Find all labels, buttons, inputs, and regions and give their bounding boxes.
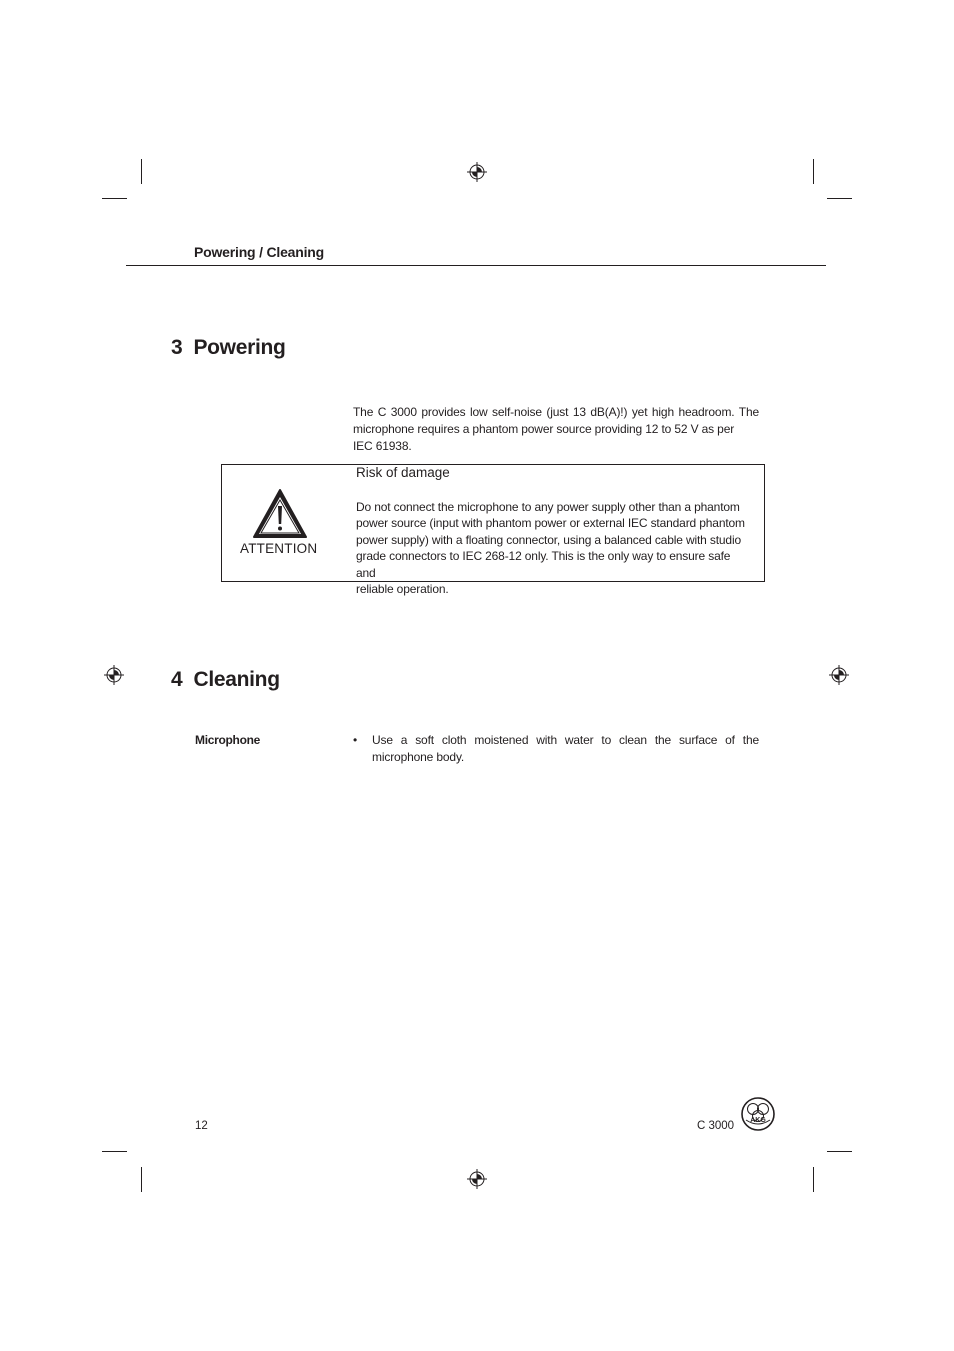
text-line: grade connectors to IEC 268-12 only. This is the only way to ensure safe and: [356, 549, 731, 580]
text-line: microphone requires a phantom power source providing 12 to 52 V as per: [353, 422, 735, 436]
registration-mark-icon: [829, 665, 849, 685]
running-header: Powering / Cleaning: [194, 244, 324, 260]
cleaning-side-label: Microphone: [195, 733, 260, 747]
registration-mark-icon: [467, 1169, 487, 1189]
registration-mark-icon: [467, 162, 487, 182]
bullet-item: [372, 732, 759, 766]
bullet-symbol: •: [353, 733, 358, 747]
text-line: power supply) with a floating connector, using a balanced cable with studio: [356, 532, 741, 547]
crop-mark-top-left-v: [141, 159, 142, 184]
section-heading-cleaning: 4 Cleaning: [171, 668, 280, 691]
text-line: IEC 61938.: [353, 439, 412, 453]
crop-mark-bottom-right-h: [827, 1151, 852, 1152]
header-rule: [126, 265, 826, 266]
warning-triangle-icon: [251, 487, 309, 540]
text-line: The C 3000 provides low self-noise (just 13 dB(A)!) yet high headroom. The: [353, 405, 759, 419]
powering-intro: [353, 404, 759, 455]
crop-mark-bottom-right-v: [813, 1167, 814, 1192]
text-line: power source (input with phantom power or external IEC standard phantom: [356, 516, 745, 531]
text-line: microphone body.: [372, 750, 465, 764]
crop-mark-top-left-h: [102, 198, 127, 199]
footer-model: C 3000: [697, 1120, 735, 1132]
crop-mark-top-right-v: [813, 159, 814, 184]
section-heading-powering: 3 Powering: [171, 336, 286, 359]
crop-mark-bottom-left-v: [141, 1167, 142, 1192]
crop-mark-bottom-left-h: [102, 1151, 127, 1152]
text-line: Use a soft cloth moistened with water to clean the surface of the: [372, 733, 759, 747]
text-line: Do not connect the microphone to any power supply other than a phantom: [356, 500, 740, 514]
crop-mark-top-right-h: [827, 198, 852, 199]
akg-logo-icon: [741, 1097, 775, 1131]
text-line: reliable operation.: [356, 582, 449, 597]
warning-text: [356, 499, 752, 597]
akg-logo-text: AKG: [750, 1117, 766, 1124]
warning-title: Risk of damage: [356, 465, 450, 480]
registration-mark-icon: [104, 665, 124, 685]
page-number: 12: [195, 1120, 208, 1132]
attention-label: ATTENTION: [240, 541, 318, 556]
